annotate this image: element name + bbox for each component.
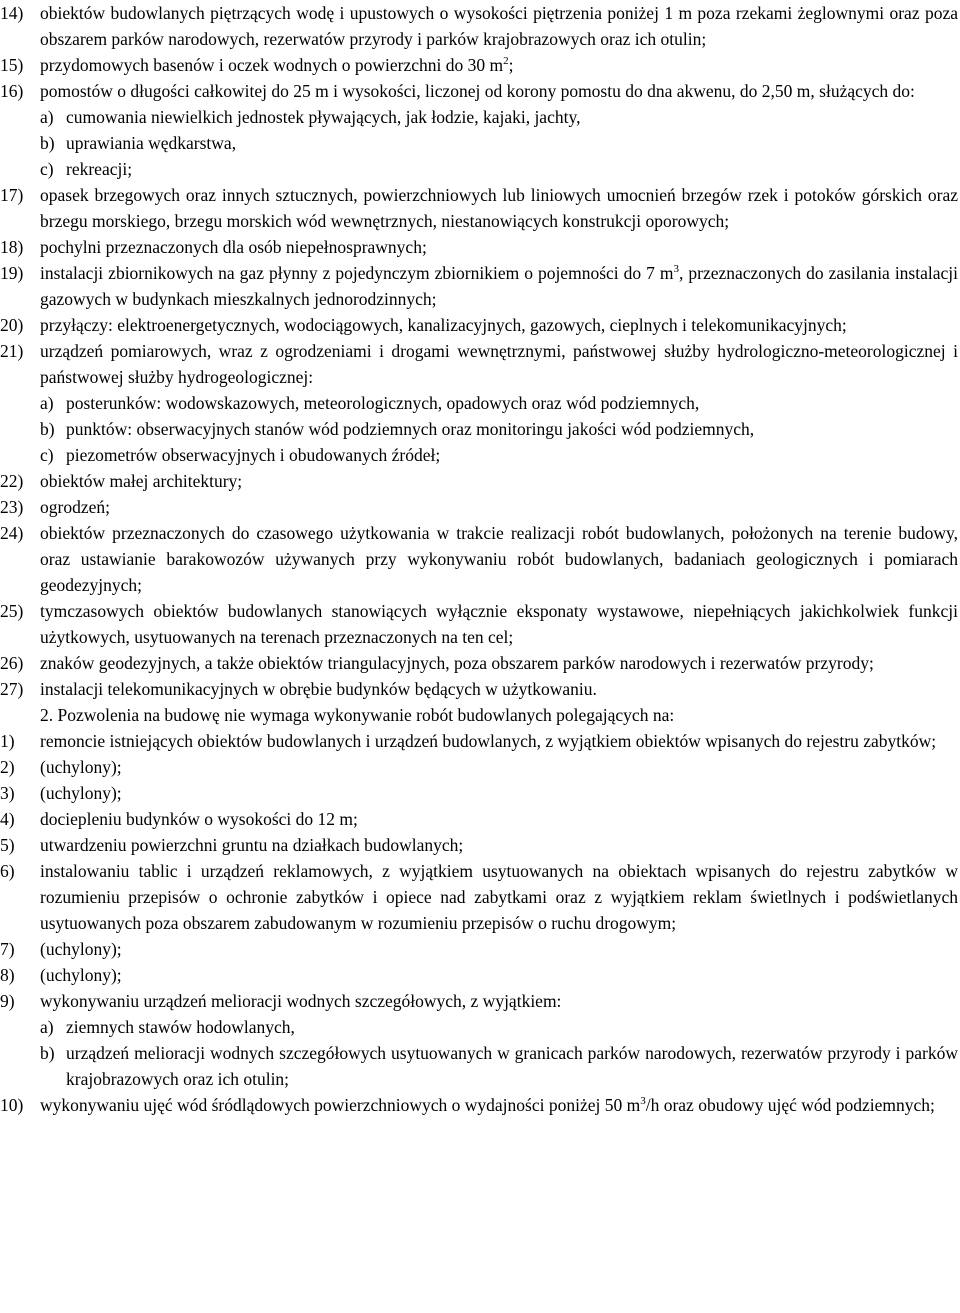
sub-item-number: c)	[40, 445, 54, 465]
list-item	[0, 0, 960, 52]
list-item	[0, 182, 960, 234]
list-item	[0, 728, 960, 754]
sub-item	[40, 416, 958, 442]
item-number: 7)	[0, 939, 15, 959]
sub-item-text: cumowania niewielkich jednostek pływających, jak łodzie, kajaki, jachty,	[66, 107, 581, 127]
sub-item-number: b)	[40, 419, 55, 439]
item-number: 18)	[0, 237, 24, 257]
list-item	[0, 338, 960, 468]
item-number: 24)	[0, 523, 24, 543]
item-text: ogrodzeń;	[40, 497, 110, 517]
item-text-part: wykonywaniu ujęć wód śródlądowych powierzchniowych o wydajności poniżej 50 m	[40, 1095, 641, 1115]
superscript: 3	[673, 263, 680, 276]
list-item	[0, 52, 960, 78]
item-text-part: /h oraz obudowy ujęć wód podziemnych;	[645, 1095, 935, 1115]
item-text	[40, 78, 960, 182]
sub-item	[40, 390, 958, 416]
item-text: (uchylony);	[40, 939, 122, 959]
list-item	[0, 598, 960, 650]
item-number: 4)	[0, 809, 15, 829]
list-item	[0, 494, 960, 520]
list-item	[0, 234, 960, 260]
item-text: instalowaniu tablic i urządzeń reklamowych, z wyjątkiem usytuowanych na obiektach wpisanych do rejestru zabytków w rozumieniu przepisów o ochronie zabytków i opiece nad zabytkami oraz z wyjątkiem reklam świetlnych i podświetlanych usytuowanych poza obszarem zabudowanym w rozumieniu przepisów o ruchu drogowym;	[40, 861, 958, 933]
item-number: 8)	[0, 965, 15, 985]
item-text-part: ;	[508, 55, 514, 75]
sub-item	[40, 156, 958, 182]
section-2-intro: 2. Pozwolenia na budowę nie wymaga wykonywanie robót budowlanych polegających na:	[40, 705, 675, 725]
list-item	[0, 260, 960, 312]
item-number: 23)	[0, 497, 24, 517]
item-text: (uchylony);	[40, 757, 122, 777]
exemptions-list-2	[0, 728, 960, 1118]
list-item	[0, 520, 960, 598]
item-number: 21)	[0, 341, 24, 361]
item-text	[40, 1092, 960, 1118]
item-text: remoncie istniejących obiektów budowlanych i urządzeń budowlanych, z wyjątkiem obiektów wpisanych do rejestru zabytków;	[40, 731, 937, 751]
item-number: 19)	[0, 263, 24, 283]
item-text-part: , przeznaczonych do zasilania instalacji gazowych w budynkach mieszkalnych jednorodzinnych;	[40, 263, 958, 309]
item-text	[40, 988, 960, 1092]
item-text: obiektów budowlanych piętrzących wodę i upustowych o wysokości piętrzenia poniżej 1 m poza rzekami żeglownymi oraz poza obszarem parków narodowych, rezerwatów przyrody i parków krajobrazowych oraz ich otulin;	[40, 3, 958, 49]
list-item	[0, 676, 960, 702]
sub-item-text: punktów: obserwacyjnych stanów wód podziemnych oraz monitoringu jakości wód podziemnych,	[66, 419, 755, 439]
sub-item-text: piezometrów obserwacyjnych i obudowanych źródeł;	[66, 445, 441, 465]
sub-item-number: b)	[40, 133, 55, 153]
item-text: instalacji telekomunikacyjnych w obrębie budynków będących w użytkowaniu.	[40, 679, 597, 699]
list-item	[0, 78, 960, 182]
item-text: (uchylony);	[40, 783, 122, 803]
sub-item-text: rekreacji;	[66, 159, 133, 179]
list-item	[0, 468, 960, 494]
list-item	[0, 988, 960, 1092]
sub-item	[40, 104, 958, 130]
item-text	[40, 52, 960, 78]
sub-item	[40, 130, 958, 156]
sub-item-number: a)	[40, 1017, 54, 1037]
sub-item	[40, 1040, 958, 1092]
item-text-part: pomostów o długości całkowitej do 25 m i wysokości, liczonej od korony pomostu do dna akwenu, do 2,50 m, służących do:	[40, 81, 915, 101]
item-text: dociepleniu budynków o wysokości do 12 m;	[40, 809, 358, 829]
item-number: 20)	[0, 315, 24, 335]
item-number: 14)	[0, 3, 24, 23]
item-text	[40, 260, 960, 312]
list-item	[0, 832, 960, 858]
sub-item	[40, 1014, 958, 1040]
item-number: 2)	[0, 757, 15, 777]
item-text: (uchylony);	[40, 965, 122, 985]
list-item	[0, 962, 960, 988]
sub-item-number: a)	[40, 107, 54, 127]
item-number: 15)	[0, 55, 24, 75]
item-text: obiektów małej architektury;	[40, 471, 243, 491]
item-number: 22)	[0, 471, 24, 491]
item-text-part: urządzeń pomiarowych, wraz z ogrodzeniami i drogami wewnętrznymi, państwowej służby hydrologiczno-meteorologicznej i państwowej służby hydrogeologicznej:	[40, 341, 958, 387]
item-number: 6)	[0, 861, 15, 881]
list-item	[0, 650, 960, 676]
item-text: znaków geodezyjnych, a także obiektów triangulacyjnych, poza obszarem parków narodowych i rezerwatów przyrody;	[40, 653, 874, 673]
item-text: opasek brzegowych oraz innych sztucznych, powierzchniowych lub liniowych umocnień brzegów rzek i potoków górskich oraz brzegu morskiego, brzegu morskich wód wewnętrznych, niestanowiących konstrukcji oporowych;	[40, 185, 958, 231]
item-text	[40, 338, 960, 468]
item-number: 1)	[0, 731, 15, 751]
sub-item-text: ziemnych stawów hodowlanych,	[66, 1017, 295, 1037]
sub-item	[40, 442, 958, 468]
sub-item-number: b)	[40, 1043, 55, 1063]
superscript: 2	[503, 55, 509, 68]
item-number: 16)	[0, 81, 24, 101]
item-text-part: instalacji zbiornikowych na gaz płynny z pojedynczym zbiornikiem o pojemności do 7 m	[40, 263, 674, 283]
item-text: tymczasowych obiektów budowlanych stanowiących wyłącznie eksponaty wystawowe, niepełniących jakichkolwiek funkcji użytkowych, usytuowanych na terenach przeznaczonych na ten cel;	[40, 601, 958, 647]
item-text-part: wykonywaniu urządzeń melioracji wodnych szczegółowych, z wyjątkiem:	[40, 991, 562, 1011]
item-number: 5)	[0, 835, 15, 855]
item-text: utwardzeniu powierzchni gruntu na działkach budowlanych;	[40, 835, 464, 855]
list-item	[0, 806, 960, 832]
superscript: 3	[640, 1095, 646, 1108]
item-text-part: przydomowych basenów i oczek wodnych o powierzchni do 30 m	[40, 55, 504, 75]
item-text: obiektów przeznaczonych do czasowego użytkowania w trakcie realizacji robót budowlanych, położonych na terenie budowy, oraz ustawianie barakowozów używanych przy wykonywaniu robót budowlanych, badaniach geologicznych i pomiarach geodezyjnych;	[40, 523, 958, 595]
item-number: 3)	[0, 783, 15, 803]
list-item	[0, 754, 960, 780]
sub-item-text: urządzeń melioracji wodnych szczegółowych usytuowanych w granicach parków narodowych, rezerwatów przyrody i parków krajobrazowych oraz ich otulin;	[66, 1043, 958, 1089]
item-number: 9)	[0, 991, 15, 1011]
item-text: pochylni przeznaczonych dla osób niepełnosprawnych;	[40, 237, 427, 257]
sub-item-number: c)	[40, 159, 54, 179]
list-item	[0, 1092, 960, 1118]
item-number: 26)	[0, 653, 24, 673]
list-item	[0, 780, 960, 806]
sub-item-text: uprawiania wędkarstwa,	[66, 133, 237, 153]
item-number: 25)	[0, 601, 24, 621]
sub-item-text: posterunków: wodowskazowych, meteorologicznych, opadowych oraz wód podziemnych,	[66, 393, 700, 413]
list-item	[0, 936, 960, 962]
item-text: przyłączy: elektroenergetycznych, wodociągowych, kanalizacyjnych, gazowych, cieplnych i telekomunikacyjnych;	[40, 315, 847, 335]
list-item	[0, 312, 960, 338]
item-number: 17)	[0, 185, 24, 205]
sub-item-number: a)	[40, 393, 54, 413]
list-item	[0, 858, 960, 936]
item-number: 10)	[0, 1095, 24, 1115]
item-number: 27)	[0, 679, 24, 699]
